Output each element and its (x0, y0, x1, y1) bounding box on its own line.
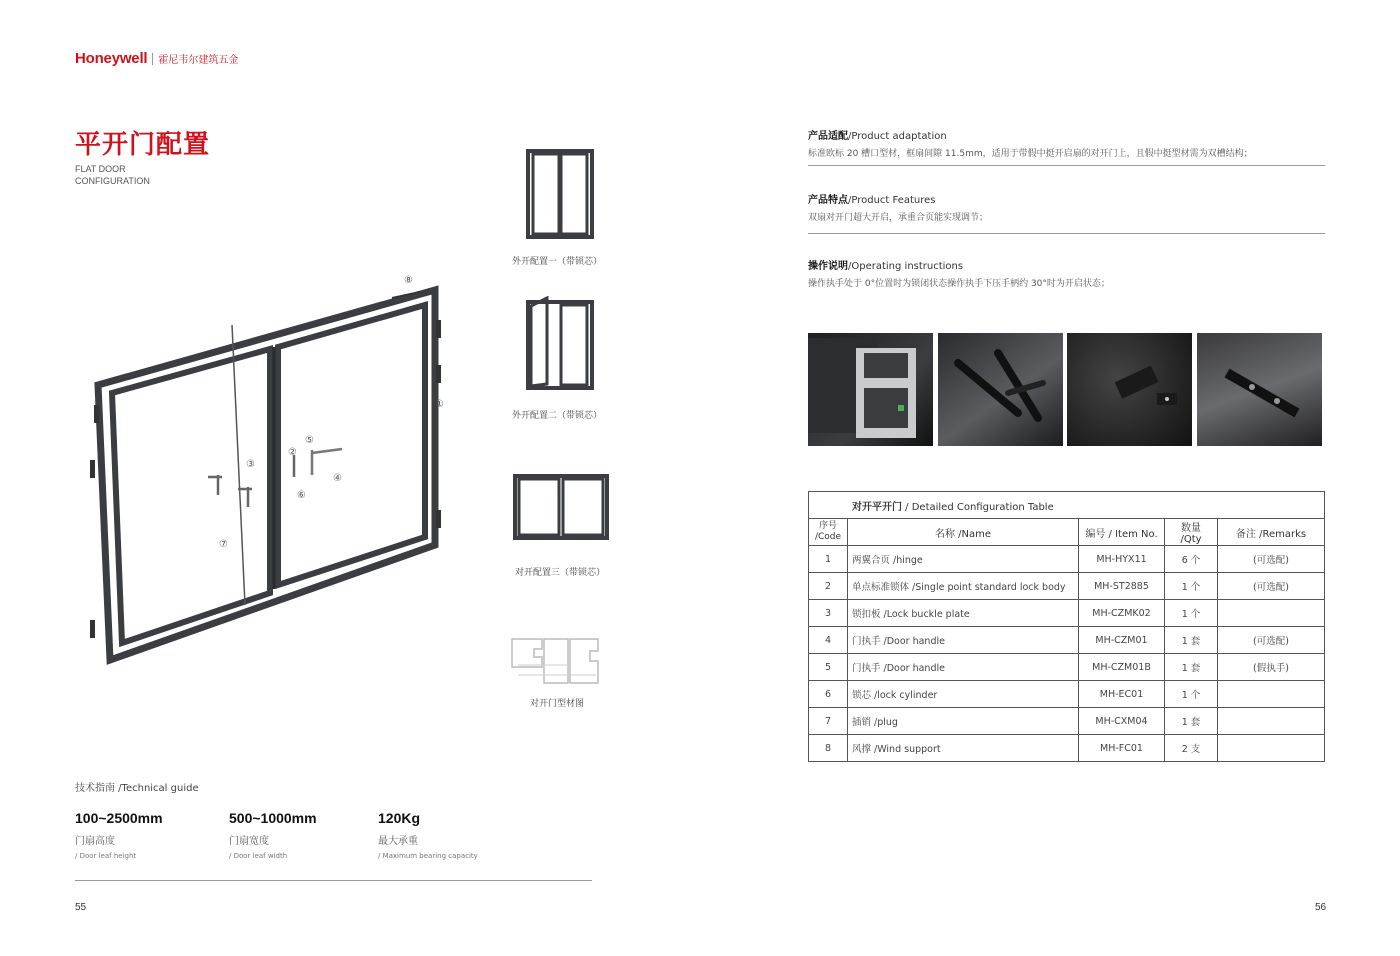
cell-remarks: (假执手) (1218, 654, 1325, 681)
honeywell-logo: Honeywell (75, 50, 148, 67)
cell-item: MH-EC01 (1079, 681, 1165, 708)
cell-qty: 1 套 (1165, 654, 1218, 681)
spec-width-cn: 门扇宽度 (229, 836, 269, 847)
door-handle-icon (312, 449, 342, 475)
config-caption-1: 外开配置一（带锁芯） (511, 257, 602, 267)
section-adaptation-body: 标准欧标 20 槽口型材，框扇间隙 11.5mm，适用于带假中挺开启扇的对开门上，且假中挺型材需为双槽结构； (808, 149, 1253, 159)
tech-guide-title: 技术指南 /Technical guide (75, 783, 199, 794)
page-subtitle-line2: CONFIGURATION (75, 176, 150, 186)
table-row (809, 681, 1325, 708)
spec-height-value: 100~2500mm (75, 810, 163, 826)
section-adaptation-heading (808, 127, 947, 142)
config-caption-2: 外开配置二（带锁芯） (511, 411, 602, 421)
hinge-photo-icon (1197, 333, 1322, 446)
spec-capacity (378, 810, 478, 860)
page-subtitle-line1: FLAT DOOR (75, 164, 126, 174)
section-instructions-en: /Operating instructions (848, 261, 964, 272)
outward-door-2-icon (525, 296, 595, 392)
spec-width (229, 810, 317, 860)
brand-divider (152, 53, 153, 65)
config-thumb-2 (525, 296, 595, 392)
cell-item: MH-CXM04 (1079, 708, 1165, 735)
profile-thumb (510, 635, 602, 687)
col-code-en: /Code (814, 532, 842, 542)
table-row (809, 600, 1325, 627)
spec-capacity-cn: 最大承重 (378, 836, 418, 847)
cell-remarks (1218, 681, 1325, 708)
callout-4: ④ (333, 473, 342, 484)
col-code (809, 519, 848, 546)
cell-remarks: (可选配) (1218, 627, 1325, 654)
spec-width-en: / Door leaf width (229, 852, 288, 860)
callout-7: ⑦ (219, 539, 228, 550)
footer-divider (75, 880, 592, 881)
photo-hinge (1197, 333, 1322, 446)
table-row (809, 654, 1325, 681)
door-diagram (80, 265, 480, 675)
spec-height (75, 810, 163, 860)
page-number-right: 56 (1315, 902, 1327, 913)
cell-code: 8 (809, 735, 848, 762)
cell-remarks: (可选配) (1218, 546, 1325, 573)
cell-remarks (1218, 600, 1325, 627)
config-caption-3: 对开配置三（带锁芯） (514, 568, 605, 578)
col-name: 名称 /Name (848, 519, 1079, 546)
page-subtitle (75, 163, 195, 187)
callout-3: ③ (246, 459, 255, 470)
col-remarks: 备注 /Remarks (1218, 519, 1325, 546)
hinge-icon (436, 320, 441, 338)
table-row (809, 708, 1325, 735)
section-instructions-heading (808, 257, 963, 272)
callout-2: ② (288, 447, 297, 458)
cell-remarks (1218, 708, 1325, 735)
lock-parts-icon (1067, 333, 1192, 446)
section-features-en: /Product Features (848, 195, 936, 206)
cell-name: 插销 /plug (848, 708, 1079, 735)
section-features-cn: 产品特点 (808, 195, 848, 206)
outward-door-1-icon (525, 148, 595, 243)
table-title-en: / Detailed Configuration Table (902, 501, 1054, 513)
callout-1: ① (435, 399, 444, 410)
cell-qty: 1 套 (1165, 708, 1218, 735)
section-features-heading (808, 191, 936, 206)
hinge-icon (436, 510, 441, 528)
aluminum-profile-icon (808, 333, 933, 446)
table-title-cn: 对开平开门 (852, 501, 902, 513)
cell-remarks (1218, 735, 1325, 762)
page-number-left: 55 (75, 902, 87, 913)
cell-qty: 2 支 (1165, 735, 1218, 762)
cell-item: MH-FC01 (1079, 735, 1165, 762)
col-item: 编号 / Item No. (1079, 519, 1165, 546)
cell-name: 门执手 /Door handle (848, 654, 1079, 681)
photo-handles (938, 333, 1063, 446)
left-leaf (112, 349, 270, 643)
cell-name: 单点标准锁体 /Single point standard lock body (848, 573, 1079, 600)
brand-name-cn: 霍尼韦尔建筑五金 (158, 55, 239, 66)
cell-qty: 6 个 (1165, 546, 1218, 573)
table-header-row (809, 519, 1325, 546)
cell-remarks: (可选配) (1218, 573, 1325, 600)
col-qty: 数量 /Qty (1165, 519, 1218, 546)
cell-item: MH-CZM01 (1079, 627, 1165, 654)
table-row (809, 546, 1325, 573)
plug-rod (232, 325, 245, 605)
hinge-icon (90, 620, 95, 638)
spec-capacity-value: 120Kg (378, 810, 421, 826)
cell-code: 3 (809, 600, 848, 627)
cell-qty: 1 个 (1165, 573, 1218, 600)
section-adaptation-cn: 产品适配 (808, 131, 848, 142)
cell-qty: 1 套 (1165, 627, 1218, 654)
table-title (809, 492, 1325, 519)
cell-item: MH-ST2885 (1079, 573, 1165, 600)
hinge-icon (436, 365, 441, 383)
table-row (809, 573, 1325, 600)
cell-item: MH-HYX11 (1079, 546, 1165, 573)
right-leaf (278, 305, 425, 585)
door-handle-icon (208, 475, 222, 495)
cell-name: 风撑 /Wind support (848, 735, 1079, 762)
section-divider (808, 165, 1325, 166)
callout-5: ⑤ (305, 435, 314, 446)
table-title-row (809, 492, 1325, 519)
table-row (809, 735, 1325, 762)
config-thumb-3 (512, 471, 610, 543)
section-divider (808, 233, 1325, 234)
configuration-table (808, 491, 1325, 762)
spec-width-value: 500~1000mm (229, 810, 317, 826)
spec-capacity-en: / Maximum bearing capacity (378, 852, 478, 860)
hinge-icon (90, 460, 95, 478)
config-thumb-1 (525, 148, 595, 243)
section-features-body: 双扇对开门超大开启，承重合页能实现调节； (808, 213, 989, 223)
callout-6: ⑥ (297, 490, 306, 501)
cell-name: 锁芯 /lock cylinder (848, 681, 1079, 708)
table-row (809, 627, 1325, 654)
cell-code: 2 (809, 573, 848, 600)
section-instructions-cn: 操作说明 (808, 261, 848, 272)
cell-qty: 1 个 (1165, 600, 1218, 627)
handle-set-icon (938, 333, 1063, 446)
col-code-cn: 序号 (818, 521, 837, 531)
hinge-icon (94, 405, 99, 423)
section-adaptation-en: /Product adaptation (848, 131, 947, 142)
outer-frame (98, 290, 435, 660)
cell-code: 5 (809, 654, 848, 681)
photo-profile (808, 333, 933, 446)
callout-8: ⑧ (404, 275, 413, 286)
photo-lock-parts (1067, 333, 1192, 446)
split-door-icon (512, 471, 610, 543)
cell-name: 锁扣板 /Lock buckle plate (848, 600, 1079, 627)
profile-section-icon (510, 635, 602, 687)
section-instructions-body: 操作执手处于 0°位置时为锁闭状态操作执手下压手柄约 30°时为开启状态； (808, 279, 1110, 289)
cell-item: MH-CZMK02 (1079, 600, 1165, 627)
profile-caption: 对开门型材图 (529, 699, 584, 709)
page-title: 平开门配置 (75, 130, 211, 160)
cell-qty: 1 个 (1165, 681, 1218, 708)
spec-height-en: / Door leaf height (75, 852, 137, 860)
cell-name: 门执手 /Door handle (848, 627, 1079, 654)
cell-code: 4 (809, 627, 848, 654)
cell-code: 7 (809, 708, 848, 735)
spec-height-cn: 门扇高度 (75, 836, 115, 847)
cell-code: 1 (809, 546, 848, 573)
cell-item: MH-CZM01B (1079, 654, 1165, 681)
cell-code: 6 (809, 681, 848, 708)
brand-header (75, 50, 238, 67)
cell-name: 两翼合页 /hinge (848, 546, 1079, 573)
